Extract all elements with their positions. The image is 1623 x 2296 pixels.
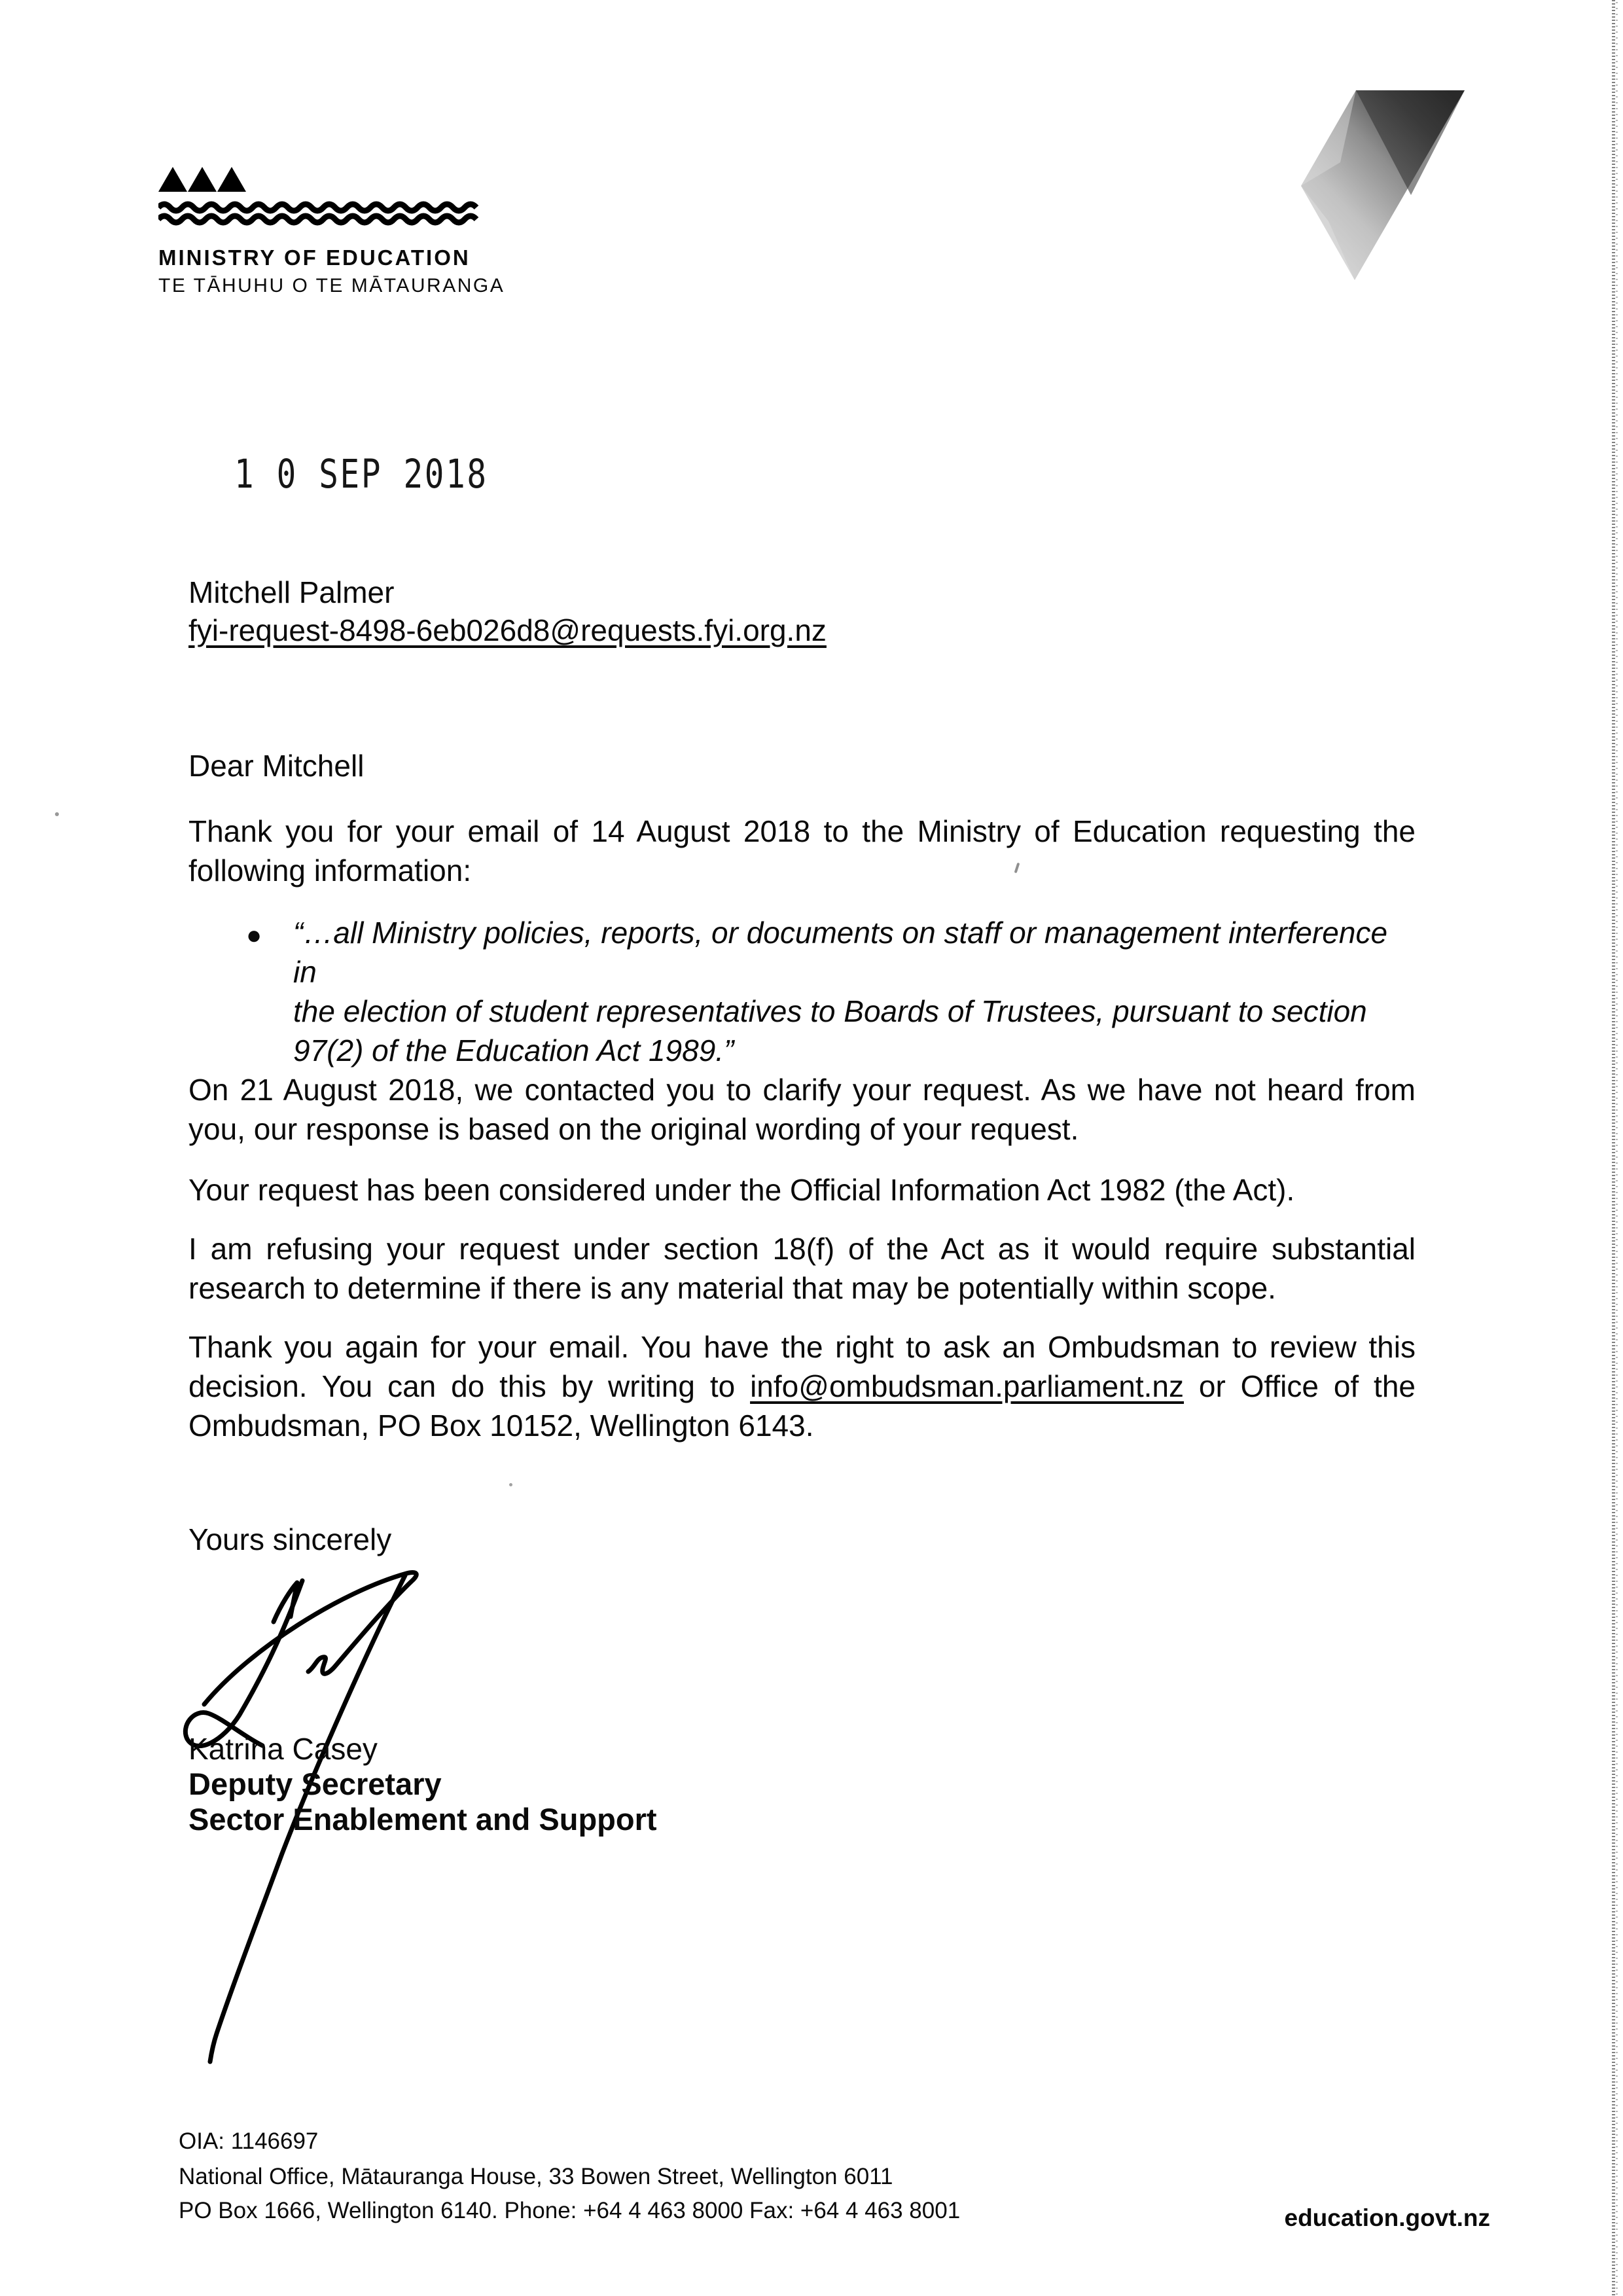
valediction: Yours sincerely [188, 1522, 392, 1556]
ministry-logo [158, 167, 505, 297]
recipient-name: Mitchell Palmer [188, 575, 395, 609]
signatory-group: Sector Enablement and Support [188, 1802, 657, 1837]
paragraph-5-text: Thank you again for your email. You have the right to ask an Ombudsman to review this decision. You can do this by writing to [188, 1330, 1416, 1403]
signatory-name: Katrina Casey [188, 1732, 378, 1766]
paragraph-5 [188, 1327, 1416, 1445]
scan-speck [509, 1483, 512, 1486]
quote-line: “…all Ministry policies, reports, or documents on staff or management interference in [293, 916, 1388, 989]
quoted-request [188, 913, 1416, 1070]
recipient-email-link[interactable]: fyi-request-8498-6eb026d8@requests.fyi.org.nz [188, 613, 827, 647]
paragraph-5-text: or Office of the Ombudsman, PO Box 10152, Wellington 6143. [188, 1369, 1416, 1443]
quote-line: the election of student representatives to Boards of Trustees, pursuant to section [293, 994, 1367, 1028]
oia-reference: OIA: 1146697 [179, 2128, 319, 2154]
org-name: MINISTRY OF EDUCATION [158, 245, 471, 270]
signatory-title: Deputy Secretary [188, 1767, 442, 1801]
paragraph-2: On 21 August 2018, we contacted you to clarify your request. As we have not heard from you, our response is based on the original wording of your request. [188, 1073, 1416, 1146]
date-stamp: 1 0 SEP 2018 [234, 452, 488, 498]
scan-edge-artifact [1612, 0, 1615, 2296]
recipient-block [188, 573, 1416, 649]
scan-edge-artifact [1616, 0, 1618, 2296]
footer-address-line1: National Office, Mātauranga House, 33 Bowen Street, Wellington 6011 [179, 2164, 893, 2189]
paragraph-3: Your request has been considered under the Official Information Act 1982 (the Act). [188, 1173, 1295, 1207]
triangle-icon [217, 167, 246, 192]
paragraph-1: Thank you for your email of 14 August 2018 to the Ministry of Education requesting the following information: [188, 814, 1416, 888]
triangle-icon [158, 167, 187, 192]
diamond-logo-icon [1301, 90, 1466, 281]
scan-speck [55, 812, 59, 816]
quote-line: 97(2) of the Education Act 1989.” [293, 1033, 734, 1067]
logo-triangles-icon [158, 167, 499, 192]
logo-waves-icon [158, 201, 490, 227]
paragraph-4: I am refusing your request under section 18(f) of the Act as it would require substantial research to determine if there is any material that may be potentially within scope. [188, 1232, 1416, 1305]
salutation: Dear Mitchell [188, 749, 365, 783]
footer-address-line2: PO Box 1666, Wellington 6140. Phone: +64 4 463 8000 Fax: +64 4 463 8001 [179, 2198, 961, 2223]
org-name-maori: TE TĀHUHU O TE MĀTAURANGA [158, 275, 505, 296]
triangle-icon [188, 167, 217, 192]
bullet-dot-icon: ● [246, 921, 262, 950]
ombudsman-email-link[interactable]: info@ombudsman.parliament.nz [750, 1369, 1184, 1403]
website-url: education.govt.nz [1284, 2204, 1490, 2231]
